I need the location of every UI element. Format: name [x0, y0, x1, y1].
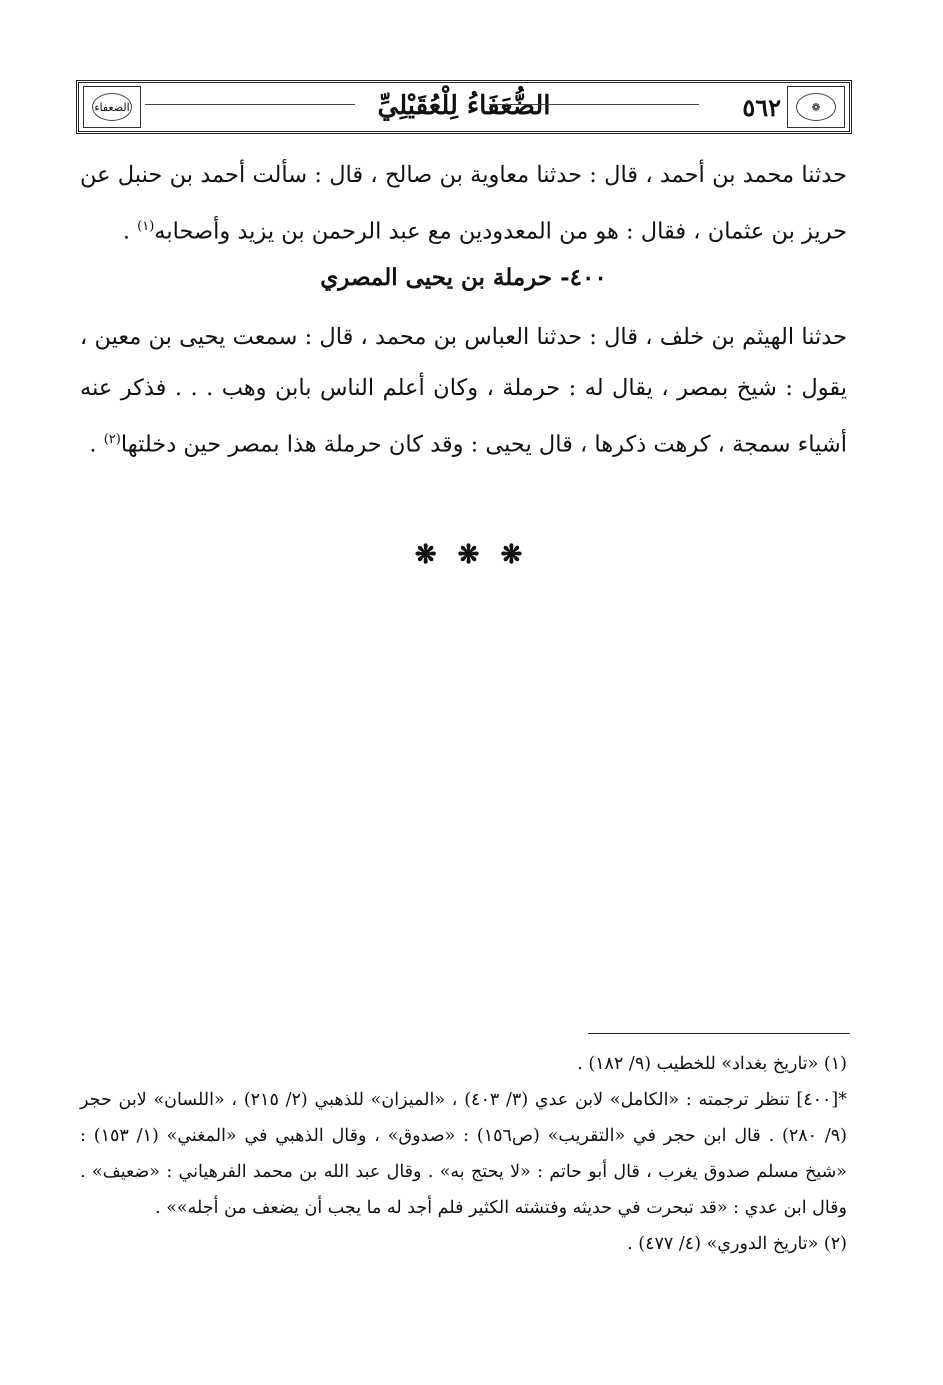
running-title: الضُّعَفَاءُ لِلْعُقَيْلِيِّ — [377, 91, 551, 121]
entry-heading: ٤٠٠- حرملة بن يحيى المصري — [320, 264, 607, 291]
paragraph-1: حدثنا محمد بن أحمد ، قال : حدثنا معاوية بن صالح ، قال : سألت أحمد بن حنبل عن حريز بن عثمان ، فقال : هو من المعدودين مع عبد الرحمن بن يزيد وأصحابه$^{(١)}$ . — [80, 162, 847, 245]
footnote-entry-400: *[٤٠٠] تنظر ترجمته : «الكامل» لابن عدي (٣/ ٤٠٣) ، «الميزان» للذهبي (٢/ ٢١٥) ، «اللسان» لابن حجر (٩/ ٢٨٠) . قال ابن حجر في «التقريب» (ص١٥٦) : «صدوق» ، وقال الذهبي في «المغني» (١/ ١٥٣) : «شيخ مسلم صدوق يغرب ، قال أبو حاتم : «لا يحتج به» . وقال عبد الله بن محمد الفرهياني : «ضعيف» . وقال ابن عدي : «قد تبحرت في حديثه وفتشته الكثير فلم أجد له ما يجب أن يضعف من أجله»» . — [80, 1090, 847, 1218]
page-number: ٥٦٢ — [742, 93, 781, 122]
ornament-left-label: الضعفاء — [92, 93, 132, 121]
footnotes — [80, 1046, 847, 1262]
footnote-ref-2: (٢) — [103, 432, 121, 447]
footnote-1: (١) «تاريخ بغداد» للخطيب (٩/ ١٨٢) . — [577, 1054, 847, 1074]
footnote-divider — [588, 1033, 850, 1034]
paragraph-1-text: حدثنا محمد بن أحمد ، قال : حدثنا معاوية بن صالح ، قال : سألت أحمد بن حنبل عن حريز بن عثمان ، فقال : هو من المعدودين مع عبد الرحمن بن يزيد وأصحابه — [80, 162, 847, 245]
footnote-2: (٢) «تاريخ الدوري» (٤/ ٤٧٧) . — [627, 1234, 847, 1254]
paragraph-2-text: حدثنا الهيثم بن خلف ، قال : حدثنا العباس بن محمد ، قال : سمعت يحيى بن معين ، يقول : شيخ بمصر ، يقال له : حرملة ، وكان أعلم الناس بابن وهب . . . فذكر عنه أشياء سمجة ، كرهت ذكرها ، قال يحيى : وقد كان حرملة هذا بمصر حين دخلتها — [80, 324, 847, 458]
paragraph-2: حدثنا الهيثم بن خلف ، قال : حدثنا العباس بن محمد ، قال : سمعت يحيى بن معين ، يقول : شيخ بمصر ، يقال له : حرملة ، وكان أعلم الناس بابن وهب . . . فذكر عنه أشياء سمجة ، كرهت ذكرها ، قال يحيى : وقد كان حرملة هذا بمصر حين دخلتها$^{(٢)}$ . — [80, 324, 847, 458]
running-header — [76, 80, 852, 134]
footnote-ref-1: (١) — [137, 219, 155, 234]
header-rule-right — [489, 104, 699, 105]
section-separator: ❋ ❋ ❋ — [414, 540, 529, 570]
ornament-right-icon: ❁ — [787, 86, 845, 128]
